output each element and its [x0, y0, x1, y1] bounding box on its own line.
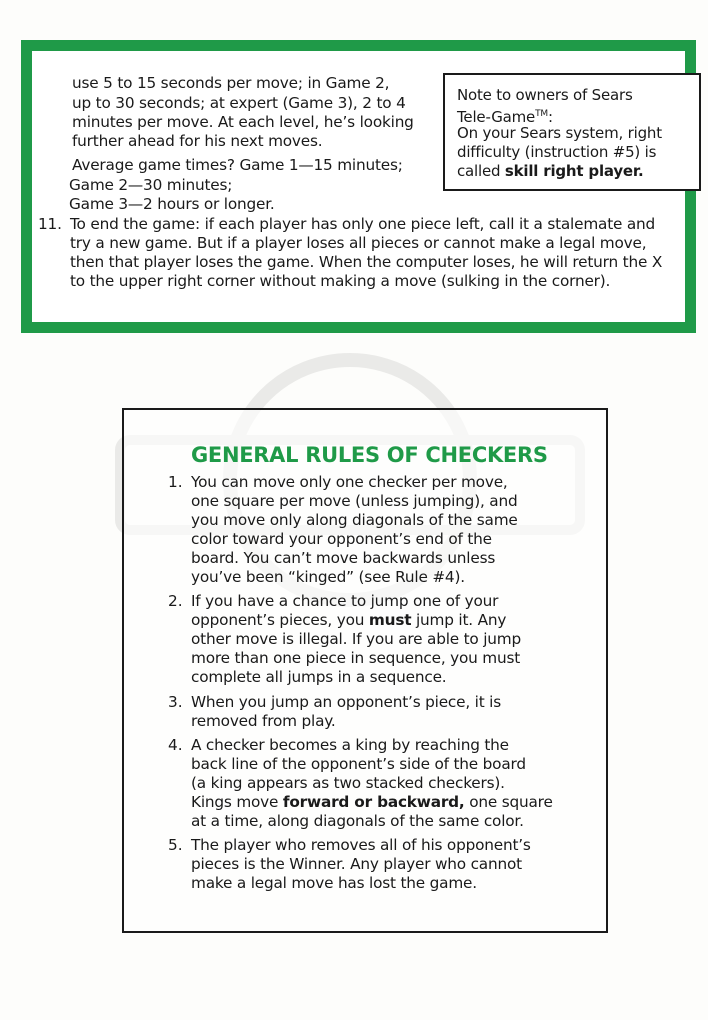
rule-4-line: at a time, along diagonals of the same color.: [191, 812, 524, 830]
item-11-line: to the upper right corner without making a move (sulking in the corner).: [70, 272, 611, 290]
sears-note-box: [443, 73, 701, 191]
note-line: difficulty (instruction #5) is: [457, 143, 657, 161]
rule-2-line: If you have a chance to jump one of your: [191, 592, 499, 610]
rule-4-line: (a king appears as two stacked checkers).: [191, 774, 505, 792]
item-11-line: then that player loses the game. When the computer loses, he will return the X: [70, 253, 663, 271]
rule-3-number: 3.: [168, 693, 183, 711]
note-line: Tele-Game™:: [457, 108, 553, 126]
rule-4-line: Kings move forward or backward, one square: [191, 793, 553, 811]
general-rules-box: [122, 408, 608, 933]
rule-4-line: back line of the opponent’s side of the board: [191, 755, 526, 773]
trademark-mark: TM: [535, 109, 548, 119]
rule-1-line: You can move only one checker per move,: [191, 473, 508, 491]
item-11-number: 11.: [38, 215, 62, 233]
rule-5-line: pieces is the Winner. Any player who cannot: [191, 855, 522, 873]
continuation-line: minutes per move. At each level, he’s looking: [72, 113, 414, 131]
continuation-line: further ahead for his next moves.: [72, 132, 323, 150]
rule-5-number: 5.: [168, 836, 183, 854]
continuation-line: up to 30 seconds; at expert (Game 3), 2 to 4: [72, 94, 406, 112]
rules-title: GENERAL RULES OF CHECKERS: [191, 443, 548, 467]
rule-2-line: complete all jumps in a sequence.: [191, 668, 447, 686]
rule-1-line: color toward your opponent’s end of the: [191, 530, 492, 548]
rule-2-number: 2.: [168, 592, 183, 610]
rule-1-line: you move only along diagonals of the same: [191, 511, 518, 529]
rule-1-line: you’ve been “kinged” (see Rule #4).: [191, 568, 465, 586]
rule-3-line: When you jump an opponent’s piece, it is: [191, 693, 501, 711]
note-line: called skill right player.: [457, 162, 644, 180]
game-times-line: Game 2—30 minutes;: [69, 176, 233, 194]
continuation-line: use 5 to 15 seconds per move; in Game 2,: [72, 74, 390, 92]
rule-2-line: other move is illegal. If you are able to jump: [191, 630, 522, 648]
rule-1-line: board. You can’t move backwards unless: [191, 549, 496, 567]
item-11-line: To end the game: if each player has only one piece left, call it a stalemate and: [70, 215, 656, 233]
note-line: Note to owners of Sears: [457, 86, 633, 104]
game-times-line: Game 3—2 hours or longer.: [69, 195, 275, 213]
game-times-line: Average game times? Game 1—15 minutes;: [72, 156, 403, 174]
note-line: On your Sears system, right: [457, 124, 662, 142]
rule-3-line: removed from play.: [191, 712, 336, 730]
item-11-line: try a new game. But if a player loses all pieces or cannot make a legal move,: [70, 234, 647, 252]
rule-1-number: 1.: [168, 473, 183, 491]
rule-2-line: more than one piece in sequence, you must: [191, 649, 521, 667]
rule-4-line: A checker becomes a king by reaching the: [191, 736, 509, 754]
instructions-green-frame: [21, 40, 696, 333]
rule-5-line: make a legal move has lost the game.: [191, 874, 477, 892]
rule-5-line: The player who removes all of his opponent’s: [191, 836, 531, 854]
rule-1-line: one square per move (unless jumping), and: [191, 492, 518, 510]
rule-4-number: 4.: [168, 736, 183, 754]
rule-2-line: opponent’s pieces, you must jump it. Any: [191, 611, 507, 629]
